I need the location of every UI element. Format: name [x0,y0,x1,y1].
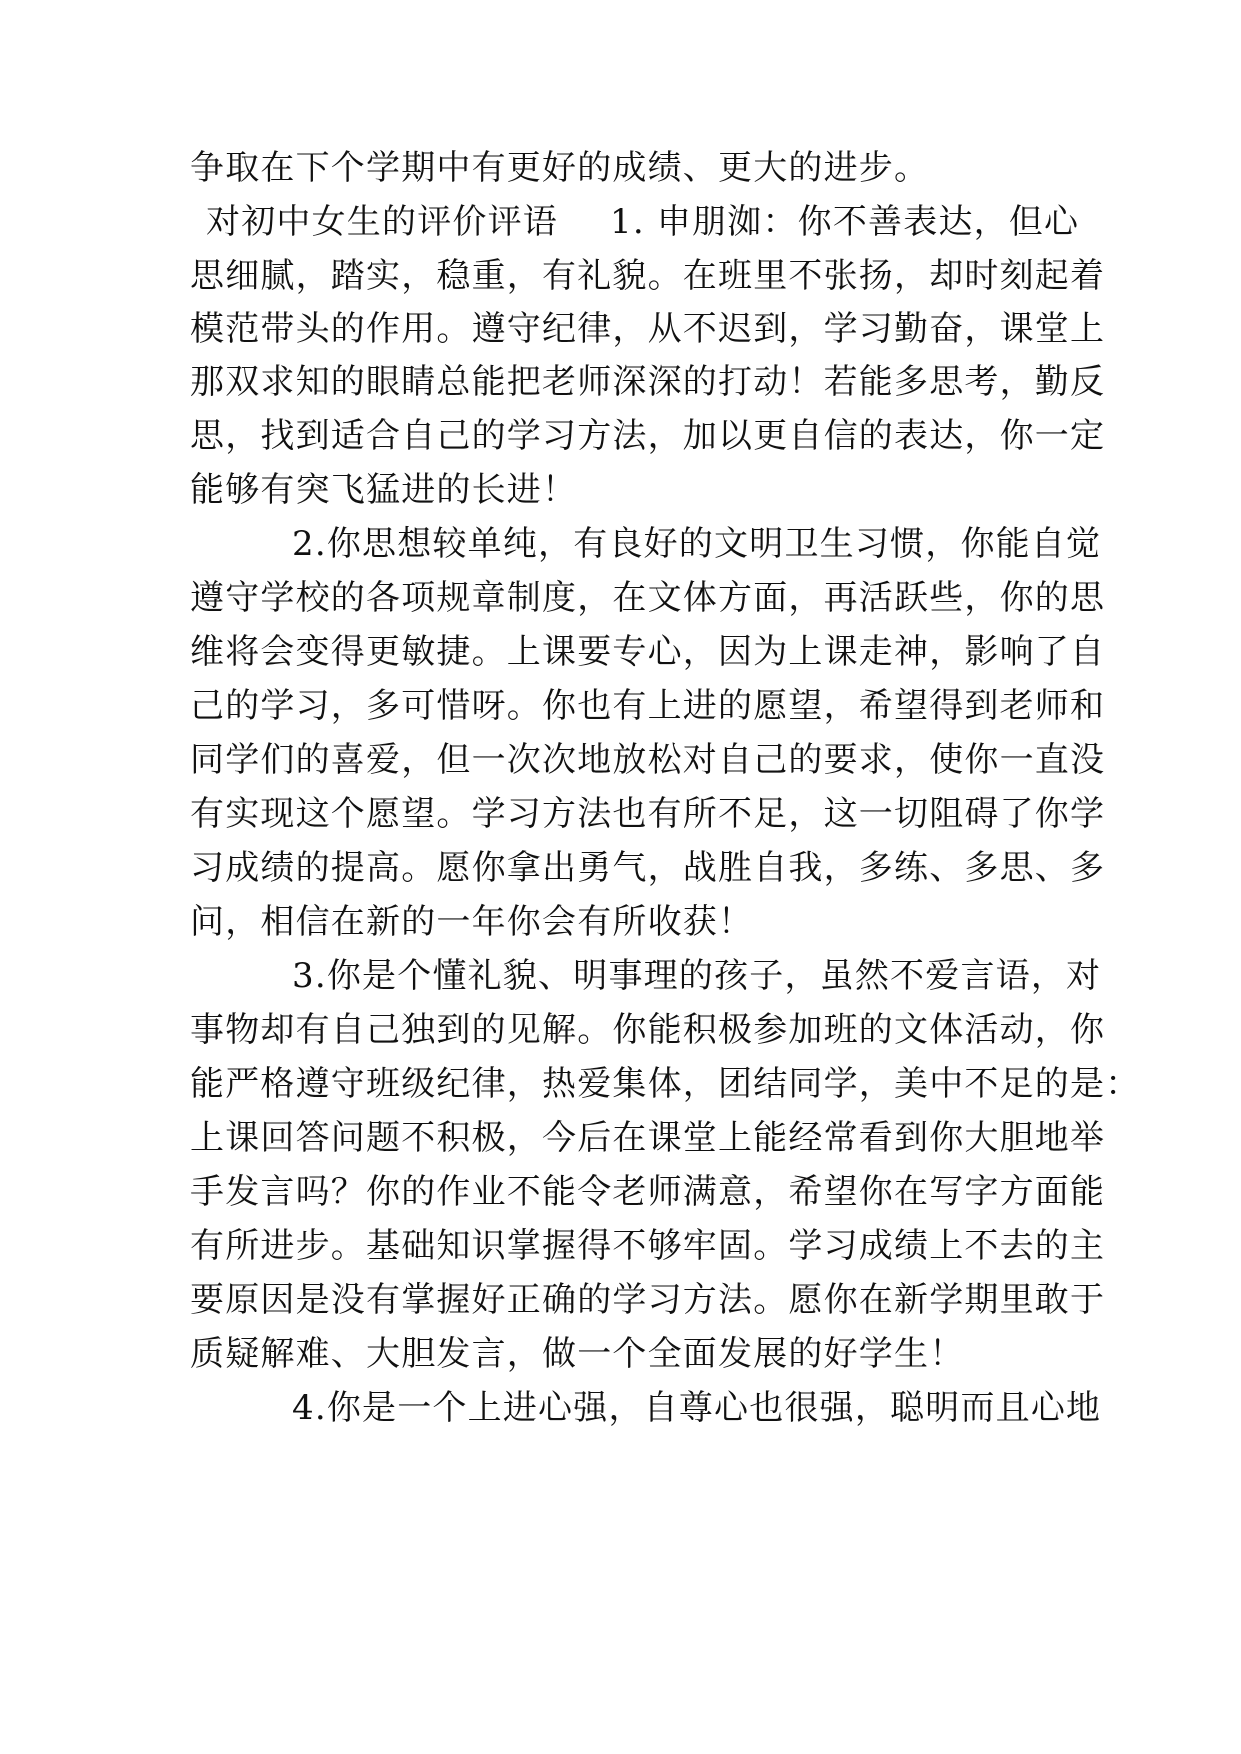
text-line: 3.你是个懂礼貌、明事理的孩子，虽然不爱言语，对 [292,956,1102,996]
text-line: 手发言吗？你的作业不能令老师满意，希望你在写字方面能 [190,1172,1106,1212]
text-line: 遵守学校的各项规章制度，在文体方面，再活跃些，你的思 [190,578,1106,618]
text-line: 那双求知的眼睛总能把老师深深的打动！若能多思考，勤反 [190,362,1106,402]
text-line [206,202,1079,242]
text-line: 模范带头的作用。遵守纪律，从不迟到，学习勤奋，课堂上 [190,309,1106,349]
text-line: 2.你思想较单纯，有良好的文明卫生习惯，你能自觉 [292,524,1102,564]
text-line: 能够有突飞猛进的长进！ [190,470,578,510]
text-line: 维将会变得更敏捷。上课要专心，因为上课走神，影响了自 [190,632,1106,672]
text-line: 己的学习，多可惜呀。你也有上进的愿望，希望得到老师和 [190,686,1106,726]
text-line: 习成绩的提高。愿你拿出勇气，战胜自我，多练、多思、多 [190,848,1106,888]
text-line: 思，找到适合自己的学习方法，加以更自信的表达，你一定 [190,416,1106,456]
text-line: 争取在下个学期中有更好的成绩、更大的进步。 [190,148,930,188]
text-line: 能严格遵守班级纪律，热爱集体，团结同学，美中不足的是： [190,1064,1141,1104]
section-heading: 对初中女生的评价评语 [206,202,558,242]
text-line: 事物却有自己独到的见解。你能积极参加班的文体活动，你 [190,1010,1106,1050]
text-line: 问，相信在新的一年你会有所收获！ [190,902,754,942]
text-line: 思细腻，踏实，稳重，有礼貌。在班里不张扬，却时刻起着 [190,256,1106,296]
text-line: 同学们的喜爱，但一次次地放松对自己的要求，使你一直没 [190,740,1106,780]
text-line: 4.你是一个上进心强，自尊心也很强，聪明而且心地 [292,1388,1102,1428]
text-line: 有所进步。基础知识掌握得不够牢固。学习成绩上不去的主 [190,1226,1106,1266]
text-line: 有实现这个愿望。学习方法也有所不足，这一切阻碍了你学 [190,794,1106,834]
text-segment: 1. 申朋洳：你不善表达，但心 [610,202,1080,242]
text-line: 要原因是没有掌握好正确的学习方法。愿你在新学期里敢于 [190,1280,1106,1320]
text-line: 上课回答问题不积极，今后在课堂上能经常看到你大胆地举 [190,1118,1106,1158]
text-line: 质疑解难、大胆发言，做一个全面发展的好学生！ [190,1334,965,1374]
